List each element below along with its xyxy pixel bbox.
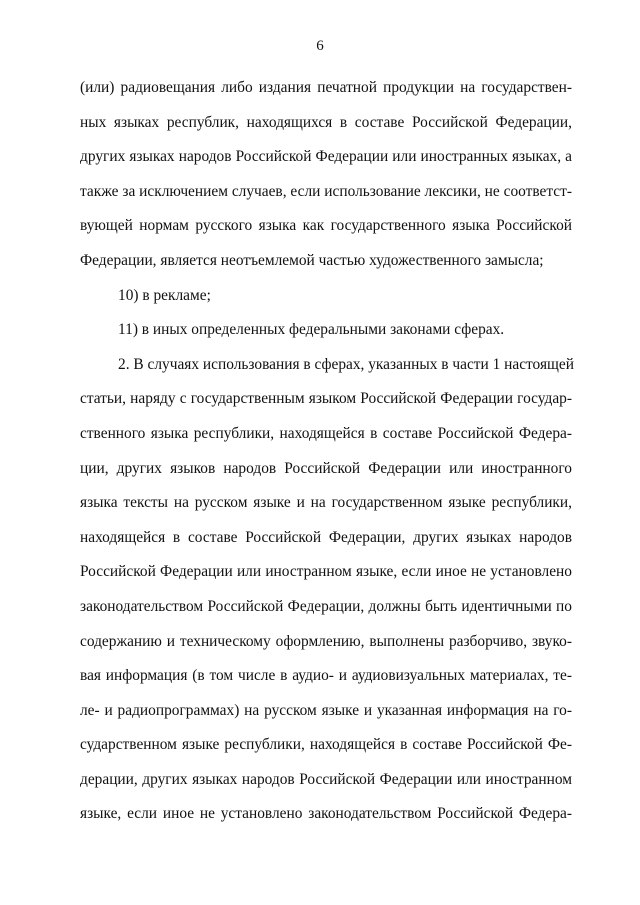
text-line: 2. В случаях использования в сферах, указанных в части 1 настоящей xyxy=(118,355,574,373)
text-line: ции, других языков народов Российской Федерации или иностранного xyxy=(80,459,572,477)
document-body xyxy=(80,78,572,839)
text-line: (или) радиовещания либо издания печатной продукции на государствен- xyxy=(80,79,572,96)
text-line: ле- и радиопрограммах) на русском языке и указанная информация на го- xyxy=(80,701,572,719)
page-number: 6 xyxy=(316,38,324,54)
text-line: языке, если иное не установлено законодательством Российской Федера- xyxy=(80,805,572,823)
text-line: ных языках республик, находящихся в составе Российской Федерации, xyxy=(80,113,572,131)
text-line: законодательством Российской Федерации, должны быть идентичными по xyxy=(80,597,572,615)
text-line: вая информация (в том числе в аудио- и аудиовизуальных материалах, те- xyxy=(80,667,572,685)
text-line: дерации, других языках народов Российской Федерации или иностранном xyxy=(80,770,572,788)
text-line: ственного языка республики, находящейся в составе Российской Федера- xyxy=(80,424,572,442)
text-line: содержанию и техническому оформлению, выполнены разборчиво, звуко- xyxy=(80,632,572,650)
text-line: 10) в рекламе; xyxy=(118,286,211,304)
text-line: вующей нормам русского языка как государственного языка Российской xyxy=(80,217,572,235)
text-line: Федерации, является неотъемлемой частью художественного замысла; xyxy=(80,251,544,269)
text-line: 11) в иных определенных федеральными законами сферах. xyxy=(118,321,505,339)
text-line: также за исключением случаев, если использование лексики, не соответст- xyxy=(80,182,572,200)
text-line: сударственном языке республики, находящейся в составе Российской Фе- xyxy=(80,736,572,754)
text-line: других языках народов Российской Федерации или иностранных языках, а xyxy=(80,148,572,166)
text-line: статьи, наряду с государственным языком Российской Федерации государ- xyxy=(80,390,572,408)
text-line: находящейся в составе Российской Федерации, других языках народов xyxy=(80,528,572,546)
text-line: языка тексты на русском языке и на государственном языке республики, xyxy=(80,494,572,512)
text-line: Российской Федерации или иностранном языке, если иное не установлено xyxy=(80,563,572,581)
